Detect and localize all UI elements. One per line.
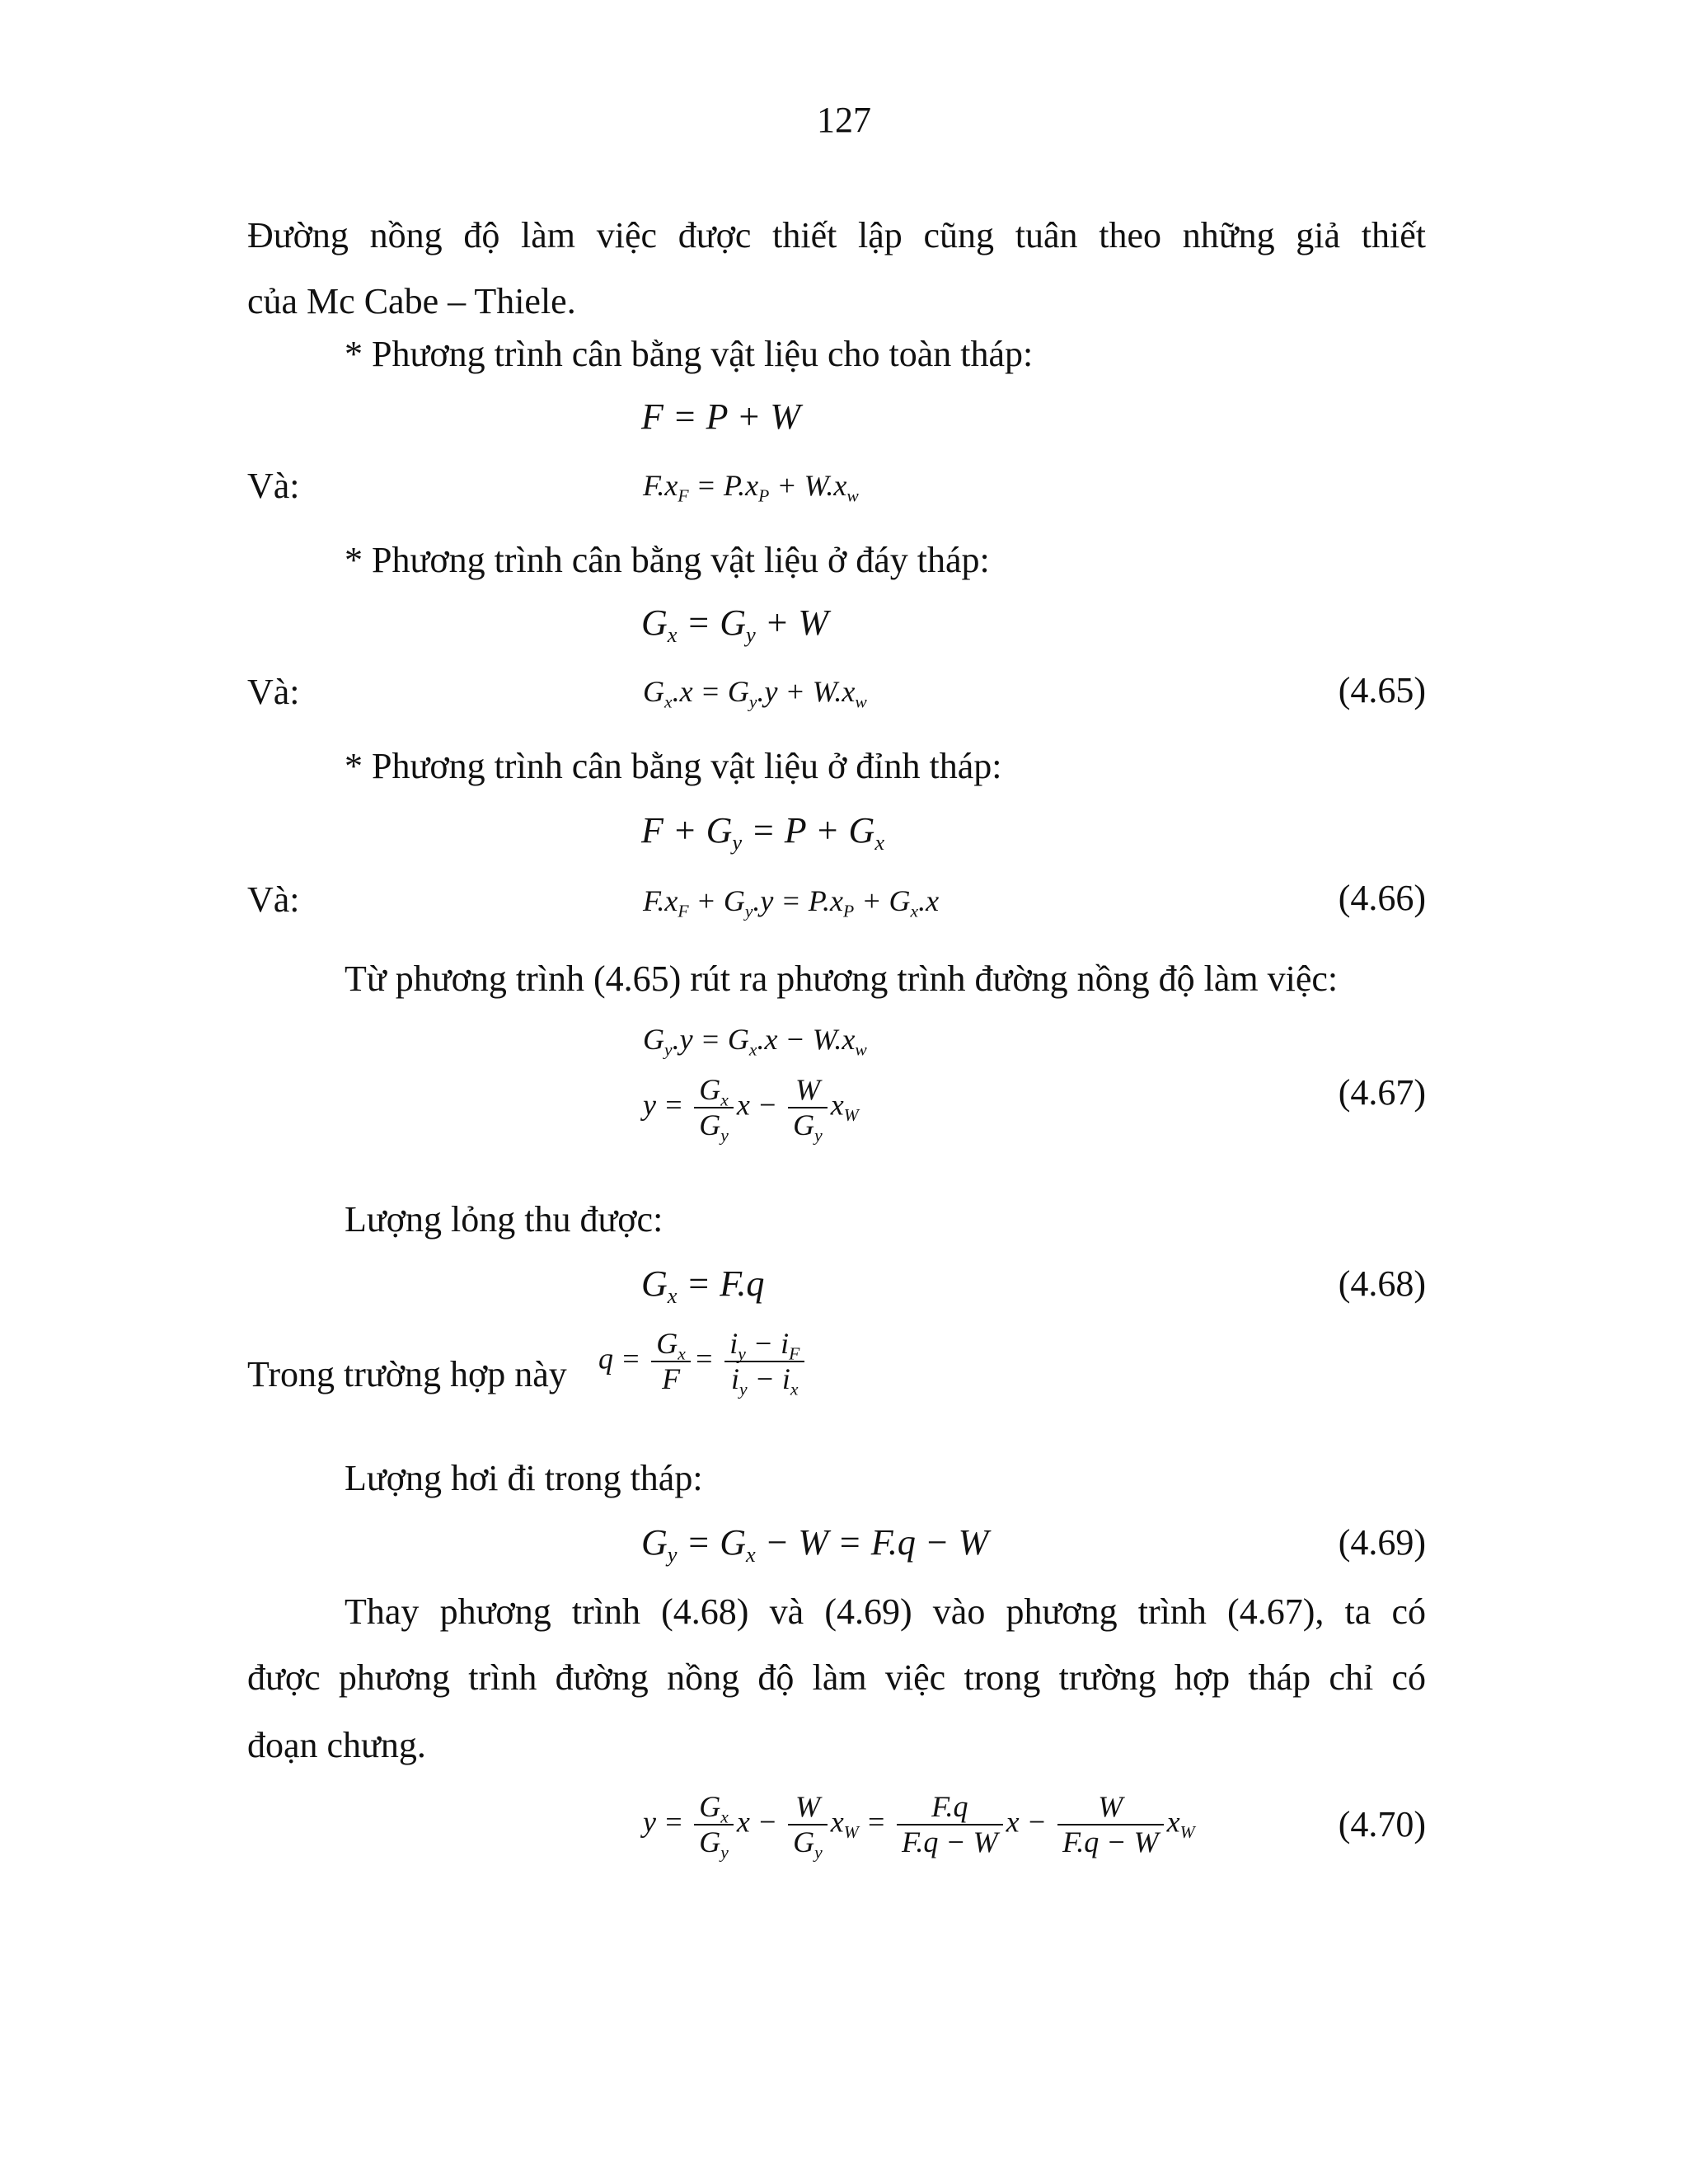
label-va-2: Và: (247, 672, 300, 712)
equation-component-balance: $F.x_F = P.x_P + W.x_w$ (643, 469, 859, 506)
equation-4-70: y = $\frac{G_x}{G_y}$ x − $\frac{W}{G_y}$ $x_W$ = $\frac{F.q}{F.q - W}$ x − $\frac{W}{F.q - W}$ $x_W$ (643, 1790, 1195, 1863)
page-number: 127 (817, 100, 871, 140)
heading-whole-tower: * Phương trình cân bằng vật liệu cho toàn tháp: (345, 334, 1034, 374)
equation-number-4-70: (4.70) (1338, 1804, 1426, 1844)
paragraph-case-lead: Trong trường hợp này (247, 1354, 567, 1394)
equation-q-definition: q = $\frac{G_x}{F}$ = $\frac{i_y - i_F}{i_y - i_x}$ (598, 1327, 808, 1397)
paragraph-intro-line2: của Mc Cabe – Thiele. (247, 281, 576, 321)
equation-number-4-67: (4.67) (1338, 1072, 1426, 1113)
label-va-3: Và: (247, 879, 300, 920)
paragraph-liquid: Lượng lỏng thu được: (345, 1199, 663, 1240)
equation-4-66: $F.x_F + G_y.y = P.x_P + G_x.x$ (643, 884, 940, 921)
equation-top-balance: $F + G_y = P + G_x$ (641, 810, 885, 855)
equation-number-4-66: (4.66) (1338, 878, 1426, 918)
equation-bottom-balance: $G_x = G_y + W$ (641, 602, 829, 648)
paragraph-intro-line1: Đường nồng độ làm việc được thiết lập cũng tuân theo những giả thiết (247, 215, 1426, 255)
equation-4-67: y = $\frac{G_x}{G_y}$ x − $\frac{W}{G_y}$ $x_W$ (643, 1073, 859, 1146)
equation-number-4-68: (4.68) (1338, 1263, 1426, 1304)
equation-4-68: $G_x = F.q$ (641, 1263, 765, 1309)
heading-top-tower: * Phương trình cân bằng vật liệu ở đỉnh tháp: (345, 746, 1002, 786)
heading-bottom-tower: * Phương trình cân bằng vật liệu ở đáy tháp: (345, 540, 990, 580)
equation-total-balance: F = P + W (641, 396, 800, 437)
equation-gy-y: $G_y.y = G_x.x - W.x_w$ (643, 1023, 867, 1060)
paragraph-substitute-line2: được phương trình đường nồng độ làm việc trong trường hợp tháp chỉ có (247, 1657, 1426, 1698)
equation-number-4-65: (4.65) (1338, 670, 1426, 710)
equation-number-4-69: (4.69) (1338, 1522, 1426, 1563)
label-va-1: Và: (247, 466, 300, 506)
paragraph-substitute-line3: đoạn chưng. (247, 1725, 426, 1765)
paragraph-substitute-line1: Thay phương trình (4.68) và (4.69) vào phương trình (4.67), ta có (345, 1591, 1426, 1632)
paragraph-derivation: Từ phương trình (4.65) rút ra phương trình đường nồng độ làm việc: (345, 958, 1339, 999)
equation-4-69: $G_y = G_x - W = F.q - W$ (641, 1522, 989, 1568)
paragraph-vapor: Lượng hơi đi trong tháp: (345, 1458, 703, 1498)
equation-4-65: $G_x.x = G_y.y + W.x_w$ (643, 675, 867, 712)
